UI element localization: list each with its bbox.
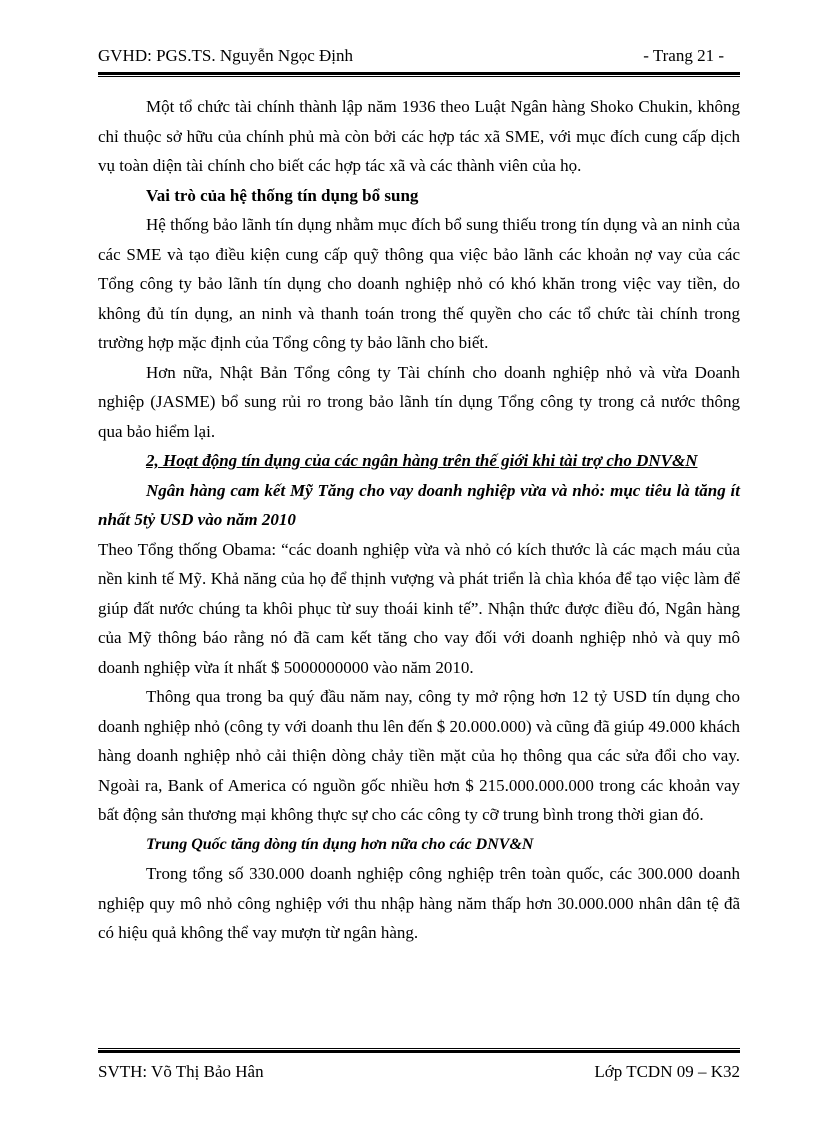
paragraph-bank-of-america: Thông qua trong ba quý đầu năm nay, công ty mở rộng hơn 12 tỷ USD tín dụng cho doanh nghiệp nhỏ (công ty với doanh thu lên đến $ 20.000.000) và cũng đã giúp 49.000 khách hàng doanh nghiệp nhỏ cải thiện dòng chảy tiền mặt của họ thông qua các sửa đổi cho vay. Ngoài ra, Bank of America có nguồn gốc nhiều hơn $ 215.000.000.000 trong các khoản vay bất động sản thương mại không thực sự cho các công ty cỡ trung bình trong thời gian đó. bbox=[98, 687, 740, 824]
page-footer bbox=[98, 1062, 740, 1088]
paragraph-china-enterprises: Trong tổng số 330.000 doanh nghiệp công nghiệp trên toàn quốc, các 300.000 doanh nghiệp quy mô nhỏ công nghiệp với thu nhập hàng năm thấp hơn 30.000.000 nhân dân tệ đã có hiệu quả không thể vay mượn từ ngân hàng. bbox=[98, 864, 740, 942]
footer-student: SVTH: Võ Thị Bảo Hân bbox=[98, 1062, 264, 1081]
footer-class: Lớp TCDN 09 – K32 bbox=[594, 1062, 740, 1081]
paragraph-credit-guarantee: Hệ thống bảo lãnh tín dụng nhằm mục đích bổ sung thiếu trong tín dụng và an ninh của các SME và tạo điều kiện cung cấp quỹ thông qua việc bảo lãnh các khoản nợ vay của các Tổng công ty bảo lãnh tín dụng cho doanh nghiệp nhỏ có khó khăn trong việc vay tiền, do không đủ tín dụng, an ninh và thanh toán trong thế quyền cho các tổ chức tài chính trong trường hợp mặc định của Tổng công ty bảo lãnh cho biết. bbox=[98, 215, 740, 352]
subheading-us-bank-commitment: Ngân hàng cam kết Mỹ Tăng cho vay doanh nghiệp vừa và nhỏ: mục tiêu là tăng ít nhất 5tỷ USD vào năm 2010 bbox=[98, 480, 740, 529]
subheading-china-credit: Trung Quốc tăng dòng tín dụng hơn nữa cho các DNV&N bbox=[146, 835, 534, 853]
header-advisor: GVHD: PGS.TS. Nguyễn Ngọc Định bbox=[98, 46, 353, 65]
section-heading-world-banks: 2, Hoạt động tín dụng của các ngân hàng trên thế giới khi tài trợ cho DNV&N bbox=[146, 451, 698, 470]
footer-divider bbox=[98, 1048, 740, 1053]
document-body bbox=[98, 92, 740, 948]
header-page-number: - Trang 21 - bbox=[643, 46, 724, 65]
section-heading-credit-role: Vai trò của hệ thống tín dụng bổ sung bbox=[146, 185, 419, 205]
paragraph-jasme: Hơn nữa, Nhật Bản Tổng công ty Tài chính cho doanh nghiệp nhỏ và vừa Doanh nghiệp (JASME) bổ sung rủi ro trong bảo lãnh tín dụng Tổng công ty trong cả nước thông qua bảo hiểm lại. bbox=[98, 362, 740, 441]
paragraph-obama-quote: Theo Tổng thống Obama: “các doanh nghiệp vừa và nhỏ có kích thước là các mạch máu của nền kinh tế Mỹ. Khả năng của họ để thịnh vượng và phát triển là chìa khóa để tạo việc làm để giúp đất nước chúng ta khôi phục từ suy thoái kinh tế”. Nhận thức được điều đó, Ngân hàng của Mỹ thông báo rằng nó đã cam kết tăng cho vay đối với doanh nghiệp nhỏ và quy mô doanh nghiệp vừa ít nhất $ 5000000000 vào năm 2010. bbox=[98, 539, 740, 677]
paragraph-shoko-chukin: Một tổ chức tài chính thành lập năm 1936 theo Luật Ngân hàng Shoko Chukin, không chỉ thuộc sở hữu của chính phủ mà còn bởi các hợp tác xã SME, với mục đích cung cấp dịch vụ toàn diện tài chính cho biết các hợp tác xã và các thành viên của họ. bbox=[98, 97, 740, 175]
header-divider bbox=[98, 72, 740, 77]
page-header bbox=[98, 46, 738, 72]
